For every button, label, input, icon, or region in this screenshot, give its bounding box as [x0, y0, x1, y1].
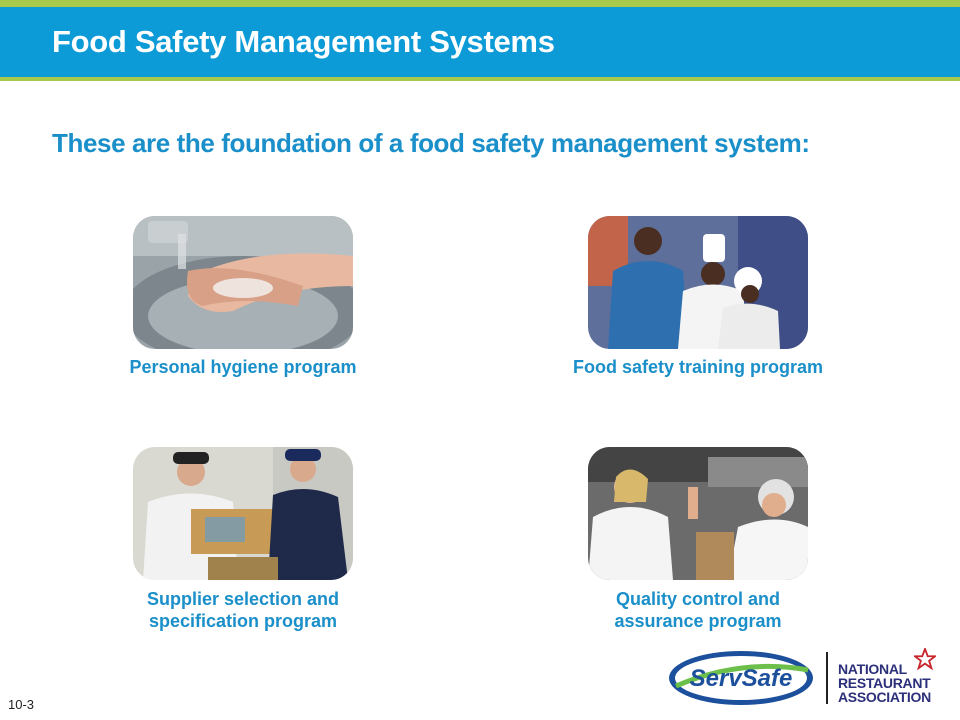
- caption-quality-control: Quality control and assurance program: [614, 589, 782, 631]
- top-accent-line: [0, 0, 960, 7]
- header-accent-line: [0, 77, 960, 81]
- nra-line-national: NATIONAL: [838, 661, 907, 677]
- hand-washing-photo: [133, 216, 353, 349]
- caption-personal-hygiene: Personal hygiene program: [129, 357, 357, 377]
- national-restaurant-association-logo: [838, 648, 948, 708]
- caption-food-safety-training: Food safety training program: [572, 357, 824, 377]
- page-number: 10-3: [8, 697, 35, 712]
- quality-control-photo: [588, 447, 808, 580]
- nra-line-association: ASSOCIATION: [838, 689, 931, 705]
- supplier-photo: [133, 447, 353, 580]
- star-icon: [914, 648, 936, 670]
- slide-title: Food Safety Management Systems: [52, 24, 555, 59]
- nra-line-restaurant: RESTAURANT: [838, 675, 931, 691]
- logo-divider: [826, 652, 828, 704]
- slide-subtitle: These are the foundation of a food safety management system:: [52, 128, 810, 158]
- servsafe-logo-text: ServSafe: [689, 665, 793, 692]
- training-photo: [588, 216, 808, 349]
- caption-supplier-selection: Supplier selection and specification program: [146, 589, 340, 631]
- servsafe-logo: [666, 648, 816, 708]
